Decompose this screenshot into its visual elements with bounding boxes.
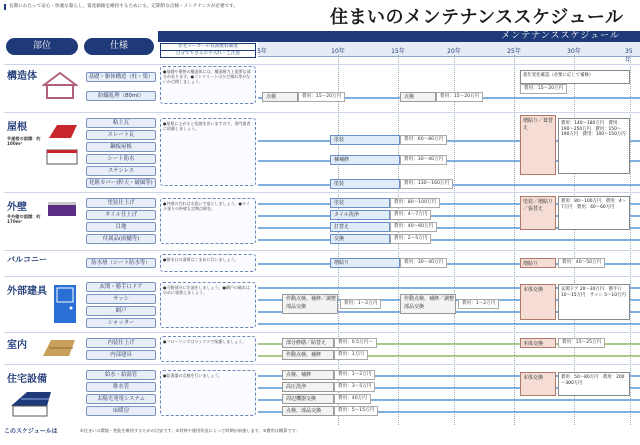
replace-box: 増貼り／葺替え xyxy=(520,115,556,175)
year-tick: 25年 xyxy=(507,48,521,55)
category-name: 室内 xyxy=(7,340,27,351)
task-cost: 費用：15～20万円 xyxy=(298,92,345,102)
care-note: ●外壁の汚れは水洗いで落としましょう。●タイル張りの外壁も定期点検を。 xyxy=(160,198,256,244)
spec-item: 防蟻処理（80ml） xyxy=(86,91,156,101)
task-block: 点検、補修 xyxy=(282,370,334,380)
task-cost: 費用：0.5万円～ xyxy=(334,338,377,348)
care-note: ●排水口の清掃はこまめに行いましょう。 xyxy=(160,254,256,272)
task-block: 点検、部品交換 xyxy=(282,406,334,416)
header-schedule: メンテナンススケジュール xyxy=(158,31,640,42)
floor-icon xyxy=(41,338,77,358)
category-structure xyxy=(7,67,79,107)
spec-item: タイル仕上げ xyxy=(86,210,156,220)
timeline-line xyxy=(258,323,640,325)
category-note: ※外壁の面積：約170m² xyxy=(7,214,41,224)
task-block: 高圧洗浄 xyxy=(282,382,334,392)
task-cost: 費用：1万円 xyxy=(334,350,368,360)
replace-cost-list: 費用：80～100万円 費用：4～7万円 費用：40～60万円 xyxy=(558,196,630,230)
spec-item: 目地 xyxy=(86,222,156,232)
task-block: 塗装 xyxy=(330,198,390,208)
year-tick: 10年 xyxy=(331,48,345,55)
task-block: 周辺機器交換 xyxy=(282,394,334,404)
care-note: ●給湯器の点検を行いましょう。 xyxy=(160,370,256,416)
row-separator xyxy=(4,250,640,251)
year-tick: 5年 xyxy=(257,48,267,55)
category-exterior-fittings xyxy=(7,282,79,330)
task-block: 棟補修 xyxy=(330,155,400,165)
replace-cost-list: 玄関ドア 20～30万円 勝手口 10～15万円 サッシ 5～10万円 xyxy=(558,284,630,320)
task-block: 増貼り xyxy=(330,258,400,268)
spec-item: 網戸 xyxy=(86,306,156,316)
category-wall xyxy=(7,198,79,244)
category-note: ※屋根の面積：約100m² xyxy=(7,136,41,146)
task-block: 作動点検、補修／調整部品交換 xyxy=(400,294,456,314)
replace-box: 本体交換 xyxy=(520,338,556,348)
year-tick: 20年 xyxy=(447,48,461,55)
year-tick: 15年 xyxy=(391,48,405,55)
spec-item: 内装仕上げ xyxy=(86,338,156,348)
intro-text: 長期にわたって安心・快適な暮らし、資産価値を維持するためにも、定期的な点検・メンテナンスが必要です。 xyxy=(4,4,304,10)
spec-item: 基礎・躯体構造（柱・梁） xyxy=(86,72,156,82)
row-separator xyxy=(4,64,640,65)
roof-icon xyxy=(45,122,79,142)
task-cost: 費用：40万円 xyxy=(334,394,371,404)
task-cost: 費用：40～60万円 xyxy=(390,222,437,232)
spec-item: サッシ xyxy=(86,294,156,304)
task-block: 部分修繕／貼替え xyxy=(282,338,334,348)
category-name: 外部建具 xyxy=(7,286,47,297)
row-separator xyxy=(4,112,640,113)
spec-item: スレート瓦 xyxy=(86,130,156,140)
category-name: バルコニー xyxy=(7,255,47,264)
spec-item: 鋼板屋根 xyxy=(86,142,156,152)
flat-roof-icon xyxy=(45,148,79,168)
replace-box: 塗装／増貼り／張替え xyxy=(520,196,556,230)
task-cost: 費用：1～2万円 xyxy=(334,370,375,380)
task-cost: 費用：30～40万円 xyxy=(400,155,447,165)
spec-item: 給水・給湯管 xyxy=(86,370,156,380)
task-cost: 費用：80～100万円 xyxy=(390,198,440,208)
category-name: 屋根 xyxy=(7,122,27,133)
house-frame-icon xyxy=(42,71,78,99)
year-tick: 35年 xyxy=(625,48,633,64)
spec-item: 排水管 xyxy=(86,382,156,392)
category-roof xyxy=(7,118,79,193)
replace-cost-list: 費用：140～180万円 費用：190～250万円 費用：150～190万円 費用：100～150万円 xyxy=(558,118,630,174)
task-cost: 費用：1～2万円 xyxy=(458,299,499,309)
task-block: 交換 xyxy=(330,234,390,244)
footer xyxy=(0,425,640,445)
task-cost: 費用：15～20万円 xyxy=(436,92,483,102)
extra-check-box: 超年変化確認（必要に応じて補修） xyxy=(520,70,630,84)
row-separator xyxy=(4,364,640,365)
spec-item: 太陽光発電システム xyxy=(86,394,156,404)
footer-label: このスケジュールは xyxy=(4,428,58,435)
care-note: ●屋根に上がると危険を伴いますので、専門業者に依頼しましょう。 xyxy=(160,118,256,186)
header-spec: 仕様 xyxy=(84,38,154,55)
subheader-maker: 住宅メーカーの長期無料制度 xyxy=(160,43,256,51)
footer-text: ①住まいの環境・性能を維持するための目安です。②材料や使用状況によって時期が前後します。③費用は概算です。 xyxy=(80,428,300,433)
category-name: 外壁 xyxy=(7,202,27,213)
spec-item: 防水層（シート防水等） xyxy=(86,258,156,268)
year-scale xyxy=(257,42,640,64)
replace-box: 本体交換 xyxy=(520,284,556,320)
category-name: 住宅設備 xyxy=(7,374,47,385)
task-block: 作動点検、補修／調整部品交換 xyxy=(282,294,338,314)
category-name: 構造体 xyxy=(7,71,37,82)
spec-item: 粘土瓦 xyxy=(86,118,156,128)
replace-cost: 費用：15～25万円 xyxy=(558,338,605,348)
task-block: 塗装 xyxy=(330,135,400,145)
task-cost: 費用：3～5万円 xyxy=(334,382,375,392)
spec-item: 玄関・勝手口ドア xyxy=(86,282,156,292)
care-note: ●可動部分に注油をしましょう。●網戸の破れは早めに張替えましょう。 xyxy=(160,282,256,328)
task-block: 点検 xyxy=(262,92,298,102)
row-separator xyxy=(4,192,640,193)
year-tick: 30年 xyxy=(567,48,581,55)
spec-item: シャッター xyxy=(86,318,156,328)
task-cost: 費用：2～5万円 xyxy=(390,234,431,244)
category-balcony xyxy=(7,254,79,272)
care-note: ●基礎や建物の構造体には、構造耐力上重要な部分があります。●コンクリートのひび割れ等がないか点検しましょう。 xyxy=(160,66,256,104)
spec-item: 内部建具 xyxy=(86,350,156,360)
replace-cost-list: 費用：50～80万円 費用：200～300万円 xyxy=(558,372,630,396)
task-cost: 費用：130～160万円 xyxy=(400,179,453,189)
spec-item: ステンレス xyxy=(86,166,156,176)
spec-item: シート防水 xyxy=(86,154,156,164)
replace-box: 本体交換 xyxy=(520,372,556,396)
spec-item: 化粧カバー(軒天・破風等) xyxy=(86,178,156,188)
task-cost: 費用：1～2万円 xyxy=(340,299,381,309)
care-note: ●フローリングはワックスで保護しましょう。 xyxy=(160,336,256,362)
task-block: 打替え xyxy=(330,222,390,232)
task-block: 作動点検、補修 xyxy=(282,350,334,360)
row-separator xyxy=(4,332,640,333)
row-separator xyxy=(4,276,640,277)
replace-box: 増貼り xyxy=(520,258,556,268)
extra-cost: 費用：15～20万円 xyxy=(520,84,567,94)
category-interior xyxy=(7,336,79,362)
task-cost: 費用：30～40万円 xyxy=(400,258,447,268)
category-equipment xyxy=(7,370,79,420)
task-cost: 費用：4～7万円 xyxy=(390,210,431,220)
spec-item: 付属品(雨樋等) xyxy=(86,234,156,244)
subheader-self: 自分でできるお手入れ・ご注意 xyxy=(160,50,256,58)
task-block: 塗装 xyxy=(330,179,400,189)
header-part: 部位 xyxy=(6,38,78,55)
timeline-line xyxy=(258,239,640,241)
task-block: タイル洗浄 xyxy=(330,210,390,220)
page-title: 住まいのメンテナンススケジュール xyxy=(330,7,624,28)
spec-item: 塗装仕上げ xyxy=(86,198,156,208)
solar-house-icon xyxy=(7,388,57,418)
wall-icon xyxy=(47,201,77,217)
task-cost: 費用：60～80万円 xyxy=(400,135,447,145)
task-block: 点検 xyxy=(400,92,436,102)
spec-item: 床暖房 xyxy=(86,406,156,416)
replace-cost: 費用：40～50万円 xyxy=(558,258,605,268)
door-icon xyxy=(53,284,77,324)
task-cost: 費用：5～15万円 xyxy=(334,406,378,416)
